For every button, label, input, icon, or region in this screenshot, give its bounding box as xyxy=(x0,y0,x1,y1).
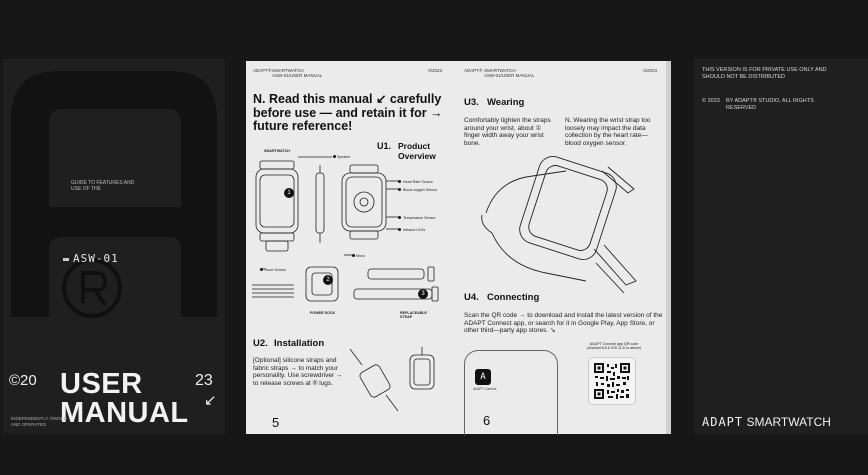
qr-caption: ADAPT Connect app QR code (Android 8.8 & iOS 11.6 or above) xyxy=(587,342,641,350)
marker-dot xyxy=(260,268,263,271)
label-infrared: Infrared LEDs xyxy=(403,228,426,232)
u3-note: N. Wearing the wrist strap too loosely may impact the data collection by the heart rate—blood oxygen sensor. xyxy=(565,117,651,147)
label-blood-oxygen: Blood oxygen Sensor xyxy=(403,188,438,192)
label-smartwatch: SMARTWATCH xyxy=(264,149,290,153)
back-rights: BY ADAPT® STUDIO, ALL RIGHTS RESERVED xyxy=(726,98,814,111)
label-micro: Micro xyxy=(356,254,365,258)
header-title xyxy=(272,68,322,78)
back-brand xyxy=(702,415,831,429)
arrow-down-left-icon: ↙ xyxy=(204,392,217,409)
chip-icon xyxy=(63,258,69,261)
label-power-dock: POWER DOCK xyxy=(310,311,336,315)
page-number-right: 6 xyxy=(483,413,491,428)
app-label: ADAPT Connect xyxy=(473,387,497,391)
u1-title: Product Overview xyxy=(398,141,436,161)
cover-guide-text: GUIDE TO FEATURES AND USE OF THE xyxy=(71,180,135,192)
notice-heading: N. Read this manual ↙ carefully before use — and retain it for → future reference! xyxy=(253,92,443,133)
badge-3: 3 xyxy=(418,289,428,299)
u2-title: Installation xyxy=(274,338,325,349)
u2-number: U2. xyxy=(253,338,268,349)
page-number-left: 5 xyxy=(272,415,280,430)
u3-text: Comfortably tighten the straps around your wrist, about ① finger width away your wrist bone. xyxy=(464,117,551,147)
marker-dot xyxy=(398,216,401,219)
header-title xyxy=(484,68,534,78)
phone-mockup xyxy=(464,350,558,435)
qr-card xyxy=(588,357,636,405)
cover-model-label: ASW-01 xyxy=(73,252,119,265)
label-heart-rate: Heart Rate Sensor xyxy=(403,180,433,184)
marker-dot xyxy=(398,228,401,231)
registered-logo-icon xyxy=(64,260,120,316)
header-line2: ASW-01/USER MANUAL xyxy=(272,73,323,78)
header-code: 0/2023 xyxy=(428,68,442,73)
qr-code-icon xyxy=(594,363,630,399)
marker-dot xyxy=(352,254,355,257)
marker-dot xyxy=(333,155,336,158)
marker-dot xyxy=(398,188,401,191)
page-edge xyxy=(666,61,671,434)
cover-independent: INDEPENDENTLY OWNED AND OPERATED xyxy=(11,416,67,427)
header-code: 0/2023 xyxy=(643,68,657,73)
installation-diagram xyxy=(346,345,446,415)
header-line2: ASW-01/USER MANUAL xyxy=(484,73,535,78)
marker-dot xyxy=(398,180,401,183)
badge-1: 1 xyxy=(284,188,294,198)
cover-title-line1: USER xyxy=(60,368,143,400)
badge-2: 2 xyxy=(323,275,333,285)
u1-number: U1. xyxy=(377,141,392,151)
private-notice: THIS VERSION IS FOR PRIVATE USE ONLY AND SHOULD NOT BE DISTRIBUTED xyxy=(702,67,827,80)
u3-number: U3. xyxy=(464,97,479,108)
label-temperature: Temperature Sensor xyxy=(403,216,436,220)
label-speaker: Speaker xyxy=(337,155,351,159)
cover-year: 23 xyxy=(195,372,213,389)
cover-model xyxy=(63,252,119,265)
u4-number: U4. xyxy=(464,292,479,303)
header-brand: ADAPT® xyxy=(253,68,272,73)
header-line1: SMARTWATCH xyxy=(484,68,516,73)
cover-title-line2: MANUAL xyxy=(60,397,189,429)
u3-title: Wearing xyxy=(487,97,525,108)
header-brand: ADAPT® xyxy=(464,68,483,73)
header-line1: SMARTWATCH xyxy=(272,68,304,73)
front-cover xyxy=(3,59,225,434)
u4-title: Connecting xyxy=(487,292,540,303)
manual-page-right xyxy=(452,61,671,434)
u4-text: Scan the QR code → to download and install the latest version of the ADAPT Connect app, or search for it in Google Play, App Store, or other third—party app stores. ↘ xyxy=(464,312,663,334)
back-cover xyxy=(694,59,868,434)
u2-text: [Optional] silicone straps and fabric straps → to match your personality. Use screwdriver → to release screws at ® lugs. xyxy=(253,357,343,387)
label-touch-screen: Touch Screen xyxy=(264,268,286,272)
wearing-diagram xyxy=(476,153,656,303)
adapt-app-icon: A xyxy=(475,369,491,385)
back-brand-word: SMARTWATCH xyxy=(746,415,831,429)
label-replaceable-strap: REPLACEABLE STRAP xyxy=(400,311,427,319)
cover-copyright: ©20 xyxy=(9,372,37,389)
adapt-logo: ADAPT xyxy=(702,415,744,429)
manual-page-left xyxy=(246,61,452,434)
back-year: © 2023 xyxy=(702,98,720,104)
